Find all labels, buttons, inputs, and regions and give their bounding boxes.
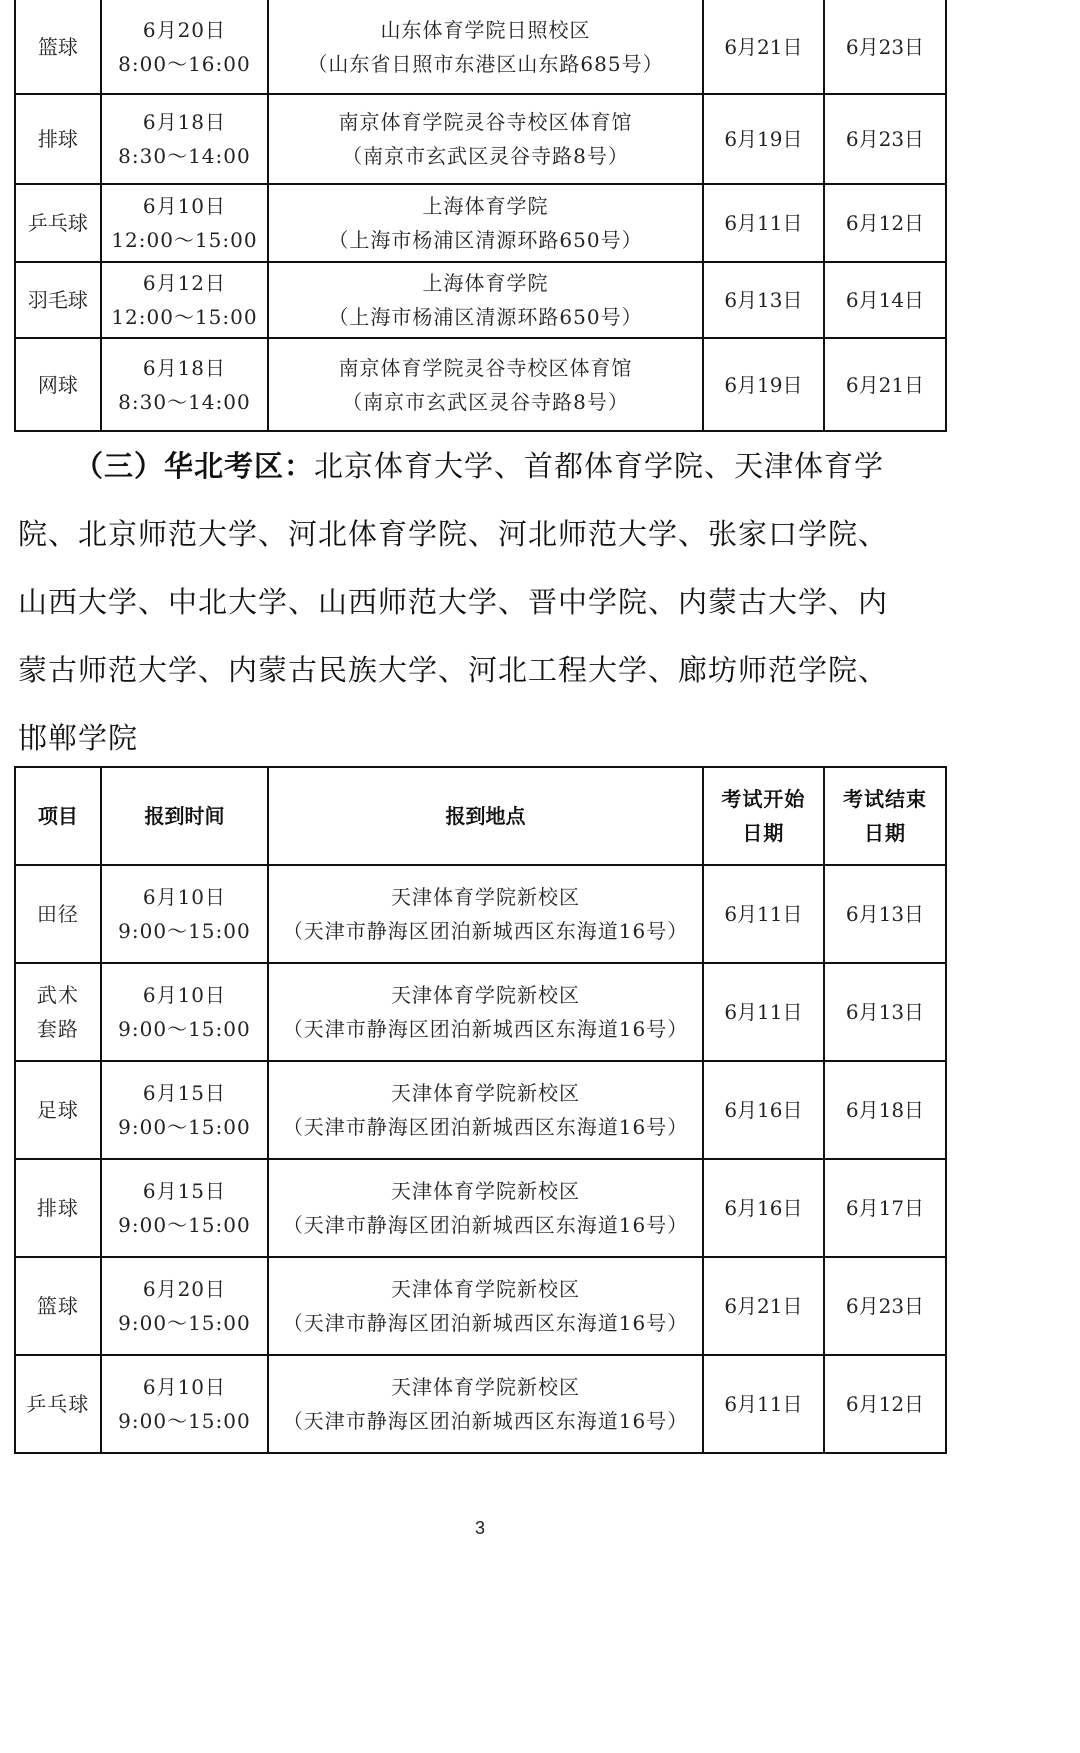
venue-name: 山东体育学院日照校区: [380, 17, 591, 42]
report-time-cell: [101, 1159, 268, 1257]
venue-name: 天津体育学院新校区: [391, 1179, 581, 1203]
table-row: [15, 1159, 946, 1257]
venue-name: 天津体育学院新校区: [391, 983, 581, 1007]
sport-cell: [15, 1355, 101, 1453]
table-row: [15, 1061, 946, 1159]
header-start-line2: 日期: [742, 821, 785, 845]
location-cell: [268, 94, 703, 184]
report-hours: 8:30～14:00: [118, 144, 251, 168]
location-cell: [268, 1355, 703, 1453]
venue-name: 天津体育学院新校区: [391, 1375, 581, 1399]
table-row: [15, 94, 946, 184]
start-date-cell: [703, 338, 824, 431]
table-row: [15, 1355, 946, 1453]
end-date: 6月13日: [845, 902, 925, 926]
start-date-cell: [703, 1257, 824, 1355]
table-row: [15, 0, 946, 94]
sport-cell: [15, 865, 101, 963]
sport-cell: [15, 963, 101, 1061]
sport-cell: [15, 338, 101, 431]
location-cell: [268, 0, 703, 94]
report-hours: 9:00～15:00: [118, 1115, 251, 1139]
header-start-line1: 考试开始: [721, 787, 806, 811]
start-date: 6月11日: [724, 1392, 803, 1416]
report-hours: 12:00～15:00: [111, 305, 258, 329]
end-date-cell: [824, 0, 946, 94]
start-date: 6月19日: [724, 372, 803, 397]
table-row: [15, 184, 946, 262]
page-number: 3: [474, 1518, 485, 1538]
end-date: 6月12日: [845, 1392, 925, 1416]
header-end-line1: 考试结束: [842, 787, 927, 811]
schedule-table-north: [14, 766, 947, 1454]
sport-cell: [15, 0, 101, 94]
sport-cell: [15, 94, 101, 184]
report-time-cell: [101, 338, 268, 431]
school-list-line: 院、北京师范大学、河北体育学院、河北师范大学、张家口学院、: [18, 517, 889, 551]
end-date: 6月21日: [845, 372, 925, 397]
header-start-date: [703, 767, 824, 865]
school-list-line: 邯郸学院: [18, 721, 139, 755]
report-date: 6月20日: [142, 17, 227, 42]
location-cell: [268, 338, 703, 431]
end-date-cell: [824, 262, 946, 338]
end-date-cell: [824, 963, 946, 1061]
end-date: 6月17日: [845, 1196, 925, 1220]
paragraph-line-1: [18, 432, 948, 500]
sport-name: 篮球: [36, 1294, 79, 1318]
end-date: 6月23日: [845, 1294, 925, 1318]
report-hours: 9:00～15:00: [118, 919, 251, 943]
report-date: 6月15日: [142, 1179, 227, 1203]
report-date: 6月18日: [142, 110, 227, 134]
location-cell: [268, 963, 703, 1061]
start-date: 6月13日: [724, 288, 803, 312]
sport-name: 排球: [36, 1196, 79, 1220]
venue-address: （天津市静海区团泊新城西区东海道16号）: [282, 1213, 689, 1237]
report-hours: 12:00～15:00: [111, 228, 258, 252]
report-hours: 9:00～15:00: [118, 1017, 251, 1041]
sport-name: 乒乓球: [27, 211, 88, 235]
start-date-cell: [703, 963, 824, 1061]
venue-address: （天津市静海区团泊新城西区东海道16号）: [282, 1115, 689, 1139]
header-end-line2: 日期: [863, 821, 906, 845]
header-end-date: [824, 767, 946, 865]
sport-name: 排球: [37, 127, 78, 151]
location-cell: [268, 865, 703, 963]
report-date: 6月10日: [142, 1375, 227, 1399]
location-cell: [268, 262, 703, 338]
section-heading: （三）华北考区：: [74, 449, 315, 483]
venue-name: 天津体育学院新校区: [391, 1277, 581, 1301]
report-date: 6月15日: [142, 1081, 227, 1105]
report-date: 6月10日: [142, 194, 227, 218]
report-hours: 9:00～15:00: [118, 1311, 251, 1335]
end-date: 6月14日: [845, 288, 925, 312]
school-list-line: 山西大学、中北大学、山西师范大学、晋中学院、内蒙古大学、内: [18, 585, 889, 619]
start-date-cell: [703, 1355, 824, 1453]
venue-name: 上海体育学院: [422, 194, 549, 218]
sport-cell: [15, 262, 101, 338]
end-date: 6月13日: [845, 1000, 925, 1024]
report-time-cell: [101, 865, 268, 963]
location-cell: [268, 1061, 703, 1159]
report-time-cell: [101, 1257, 268, 1355]
report-time-cell: [101, 184, 268, 262]
start-date: 6月11日: [724, 211, 803, 235]
table-row: [15, 963, 946, 1061]
venue-address: （山东省日照市东港区山东路685号）: [307, 51, 664, 76]
report-hours: 9:00～15:00: [118, 1213, 251, 1237]
location-cell: [268, 1159, 703, 1257]
header-sport: 项目: [15, 767, 101, 865]
sport-cell: [15, 1061, 101, 1159]
table-row: [15, 262, 946, 338]
venue-address: （上海市杨浦区清源环路650号）: [328, 228, 643, 252]
report-date: 6月20日: [142, 1277, 227, 1301]
report-date: 6月18日: [142, 355, 227, 380]
report-date: 6月10日: [142, 885, 227, 909]
end-date-cell: [824, 338, 946, 431]
report-time-cell: [101, 0, 268, 94]
venue-address: （天津市静海区团泊新城西区东海道16号）: [282, 1409, 689, 1433]
sport-name: 武术: [36, 983, 79, 1007]
report-time-cell: [101, 262, 268, 338]
report-hours: 8:00～16:00: [118, 51, 251, 76]
start-date-cell: [703, 1061, 824, 1159]
sport-name: 篮球: [37, 34, 78, 59]
report-hours: 9:00～15:00: [118, 1409, 251, 1433]
start-date-cell: [703, 865, 824, 963]
location-cell: [268, 1257, 703, 1355]
venue-address: （天津市静海区团泊新城西区东海道16号）: [282, 1017, 689, 1041]
start-date-cell: [703, 262, 824, 338]
start-date: 6月16日: [724, 1196, 803, 1220]
report-date: 6月12日: [142, 271, 227, 295]
end-date: 6月23日: [845, 34, 925, 59]
start-date: 6月21日: [724, 1294, 803, 1318]
end-date: 6月12日: [845, 211, 925, 235]
end-date-cell: [824, 1159, 946, 1257]
venue-name: 上海体育学院: [422, 271, 549, 295]
start-date: 6月21日: [724, 34, 803, 59]
sport-name-line2: 套路: [36, 1017, 79, 1041]
school-list-line: 蒙古师范大学、内蒙古民族大学、河北工程大学、廊坊师范学院、: [18, 653, 889, 687]
section-north-china-paragraph: [18, 432, 948, 772]
sport-name: 羽毛球: [27, 288, 88, 312]
end-date-cell: [824, 1355, 946, 1453]
end-date-cell: [824, 184, 946, 262]
start-date: 6月16日: [724, 1098, 803, 1122]
venue-name: 南京体育学院灵谷寺校区体育馆: [338, 355, 633, 380]
end-date: 6月23日: [845, 127, 925, 151]
venue-address: （天津市静海区团泊新城西区东海道16号）: [282, 919, 689, 943]
venue-address: （天津市静海区团泊新城西区东海道16号）: [282, 1311, 689, 1335]
table-header-row: [15, 767, 946, 865]
venue-address: （南京市玄武区灵谷寺路8号）: [342, 144, 629, 168]
start-date-cell: [703, 0, 824, 94]
sport-cell: [15, 184, 101, 262]
header-location: 报到地点: [268, 767, 703, 865]
start-date-cell: [703, 1159, 824, 1257]
end-date-cell: [824, 1257, 946, 1355]
report-date: 6月10日: [142, 983, 227, 1007]
report-time-cell: [101, 1061, 268, 1159]
sport-name: 田径: [36, 902, 79, 926]
table-row: [15, 1257, 946, 1355]
sport-name: 足球: [36, 1098, 79, 1122]
venue-name: 天津体育学院新校区: [391, 1081, 581, 1105]
start-date: 6月11日: [724, 1000, 803, 1024]
venue-name: 南京体育学院灵谷寺校区体育馆: [338, 110, 633, 134]
start-date: 6月19日: [724, 127, 803, 151]
report-time-cell: [101, 1355, 268, 1453]
start-date-cell: [703, 184, 824, 262]
sport-name: 网球: [37, 372, 78, 397]
start-date-cell: [703, 94, 824, 184]
sport-cell: [15, 1159, 101, 1257]
schedule-table-east: [14, 0, 947, 432]
table-row: [15, 338, 946, 431]
location-cell: [268, 184, 703, 262]
report-time-cell: [101, 963, 268, 1061]
start-date: 6月11日: [724, 902, 803, 926]
end-date: 6月18日: [845, 1098, 925, 1122]
venue-address: （上海市杨浦区清源环路650号）: [328, 305, 643, 329]
venue-name: 天津体育学院新校区: [391, 885, 581, 909]
venue-address: （南京市玄武区灵谷寺路8号）: [342, 389, 629, 414]
end-date-cell: [824, 1061, 946, 1159]
sport-name: 乒乓球: [26, 1392, 90, 1416]
report-time-cell: [101, 94, 268, 184]
school-list-line: 北京体育大学、首都体育学院、天津体育学: [314, 449, 885, 483]
sport-cell: [15, 1257, 101, 1355]
report-hours: 8:30～14:00: [118, 389, 251, 414]
table-row: [15, 865, 946, 963]
end-date-cell: [824, 865, 946, 963]
end-date-cell: [824, 94, 946, 184]
header-report-time: 报到时间: [101, 767, 268, 865]
